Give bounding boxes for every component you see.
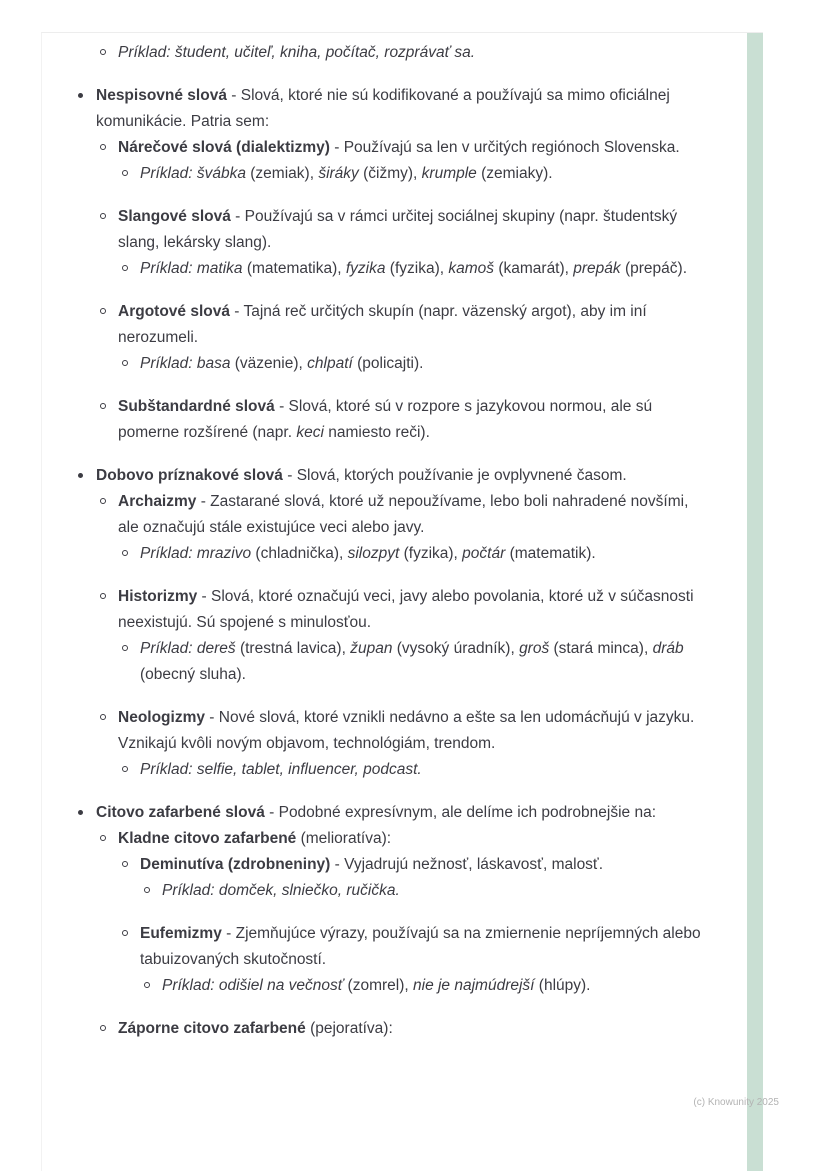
list-item-text: Príklad: domček, slniečko, ručička. xyxy=(162,882,400,899)
bullet-circle-icon xyxy=(122,636,140,662)
list-item-text: Príklad: basa (väzenie), chlpatí (policajti). xyxy=(140,355,424,372)
list-item xyxy=(42,351,747,377)
bullet-circle-icon xyxy=(122,757,140,783)
list-item-text: Neologizmy - Nové slová, ktoré vznikli nedávno a ešte sa len udomácňujú v jazyku. Vznikajú kvôli novým objavom, technológiám, trendom. xyxy=(118,709,695,752)
list-item-text: Dobovo príznakové slová - Slová, ktorých používanie je ovplyvnené časom. xyxy=(96,467,627,484)
list-item-text: Príklad: mrazivo (chladnička), silozpyt (fyzika), počtár (matematik). xyxy=(140,545,596,562)
document-content xyxy=(42,40,747,1042)
list-item xyxy=(42,800,747,826)
bullet-circle-icon xyxy=(122,541,140,567)
list-item xyxy=(42,135,747,161)
list-item xyxy=(42,40,747,66)
bullet-circle-icon xyxy=(122,256,140,282)
list-item-text: Historizmy - Slová, ktoré označujú veci, javy alebo povolania, ktoré už v súčasnosti neexistujú. Sú spojené s minulosťou. xyxy=(118,588,694,631)
list-item xyxy=(42,584,747,636)
list-item xyxy=(42,394,747,446)
bullet-circle-icon xyxy=(144,973,162,999)
bullet-circle-icon xyxy=(100,299,118,325)
bullet-disc-icon xyxy=(78,463,96,489)
list-item-text: Slangové slová - Používajú sa v rámci určitej sociálnej skupiny (napr. študentský slang, lekársky slang). xyxy=(118,208,678,251)
list-item-text: Deminutíva (zdrobneniny) - Vyjadrujú nežnosť, láskavosť, malosť. xyxy=(140,856,604,873)
list-item xyxy=(42,256,747,282)
list-item xyxy=(42,878,747,904)
bullet-circle-icon xyxy=(144,878,162,904)
list-item-text: Príklad: študent, učiteľ, kniha, počítač, rozprávať sa. xyxy=(118,44,476,61)
list-item xyxy=(42,463,747,489)
bullet-circle-icon xyxy=(100,204,118,230)
list-item xyxy=(42,489,747,541)
list-item xyxy=(42,636,747,688)
list-item xyxy=(42,973,747,999)
bullet-circle-icon xyxy=(100,705,118,731)
bullet-circle-icon xyxy=(122,921,140,947)
bullet-circle-icon xyxy=(122,351,140,377)
bullet-circle-icon xyxy=(100,489,118,515)
bullet-circle-icon xyxy=(122,161,140,187)
list-item-text: Príklad: selfie, tablet, influencer, podcast. xyxy=(140,761,422,778)
list-item xyxy=(42,83,747,135)
list-item-text: Príklad: dereš (trestná lavica), župan (vysoký úradník), groš (stará minca), dráb (obecný sluha). xyxy=(140,640,684,683)
accent-bar xyxy=(747,33,763,1171)
list-item xyxy=(42,826,747,852)
bullet-circle-icon xyxy=(100,135,118,161)
list-item xyxy=(42,705,747,757)
bullet-disc-icon xyxy=(78,800,96,826)
list-item-text: Príklad: matika (matematika), fyzika (fyzika), kamoš (kamarát), prepák (prepáč). xyxy=(140,260,688,277)
list-item xyxy=(42,1016,747,1042)
list-item xyxy=(42,852,747,878)
list-item-text: Citovo zafarbené slová - Podobné expresívnym, ale delíme ich podrobnejšie na: xyxy=(96,804,656,821)
list-item xyxy=(42,541,747,567)
bullet-circle-icon xyxy=(100,394,118,420)
list-item xyxy=(42,299,747,351)
list-item-text: Príklad: švábka (zemiak), širáky (čižmy), krumple (zemiaky). xyxy=(140,165,553,182)
list-item-text: Archaizmy - Zastarané slová, ktoré už nepoužívame, lebo boli nahradené novšími, ale označujú stále existujúce veci alebo javy. xyxy=(118,493,689,536)
list-item-text: Kladne citovo zafarbené (melioratíva): xyxy=(118,830,392,847)
bullet-circle-icon xyxy=(100,40,118,66)
list-item-text: Nespisovné slová - Slová, ktoré nie sú kodifikované a používajú sa mimo oficiálnej komunikácie. Patria sem: xyxy=(96,87,670,130)
list-item-text: Argotové slová - Tajná reč určitých skupín (napr. väzenský argot), aby im iní nerozumeli. xyxy=(118,303,647,346)
bullet-disc-icon xyxy=(78,83,96,109)
list-item xyxy=(42,921,747,973)
list-item-text: Eufemizmy - Zjemňujúce výrazy, používajú sa na zmiernenie nepríjemných alebo tabuizovaných skutočností. xyxy=(140,925,701,968)
bullet-circle-icon xyxy=(100,1016,118,1042)
list-item xyxy=(42,204,747,256)
list-item-text: Záporne citovo zafarbené (pejoratíva): xyxy=(118,1020,393,1037)
bullet-circle-icon xyxy=(100,584,118,610)
list-item-text: Príklad: odišiel na večnosť (zomrel), nie je najmúdrejší (hlúpy). xyxy=(162,977,591,994)
bullet-circle-icon xyxy=(100,826,118,852)
document-page xyxy=(41,32,763,1171)
list-item-text: Nárečové slová (dialektizmy) - Používajú sa len v určitých regiónoch Slovenska. xyxy=(118,139,680,156)
bullet-circle-icon xyxy=(122,852,140,878)
list-item xyxy=(42,161,747,187)
copyright-watermark: (c) Knowunity 2025 xyxy=(693,1097,779,1108)
list-item-text: Subštandardné slová - Slová, ktoré sú v rozpore s jazykovou normou, ale sú pomerne rozšírené (napr. keci namiesto reči). xyxy=(118,398,653,441)
list-item xyxy=(42,757,747,783)
